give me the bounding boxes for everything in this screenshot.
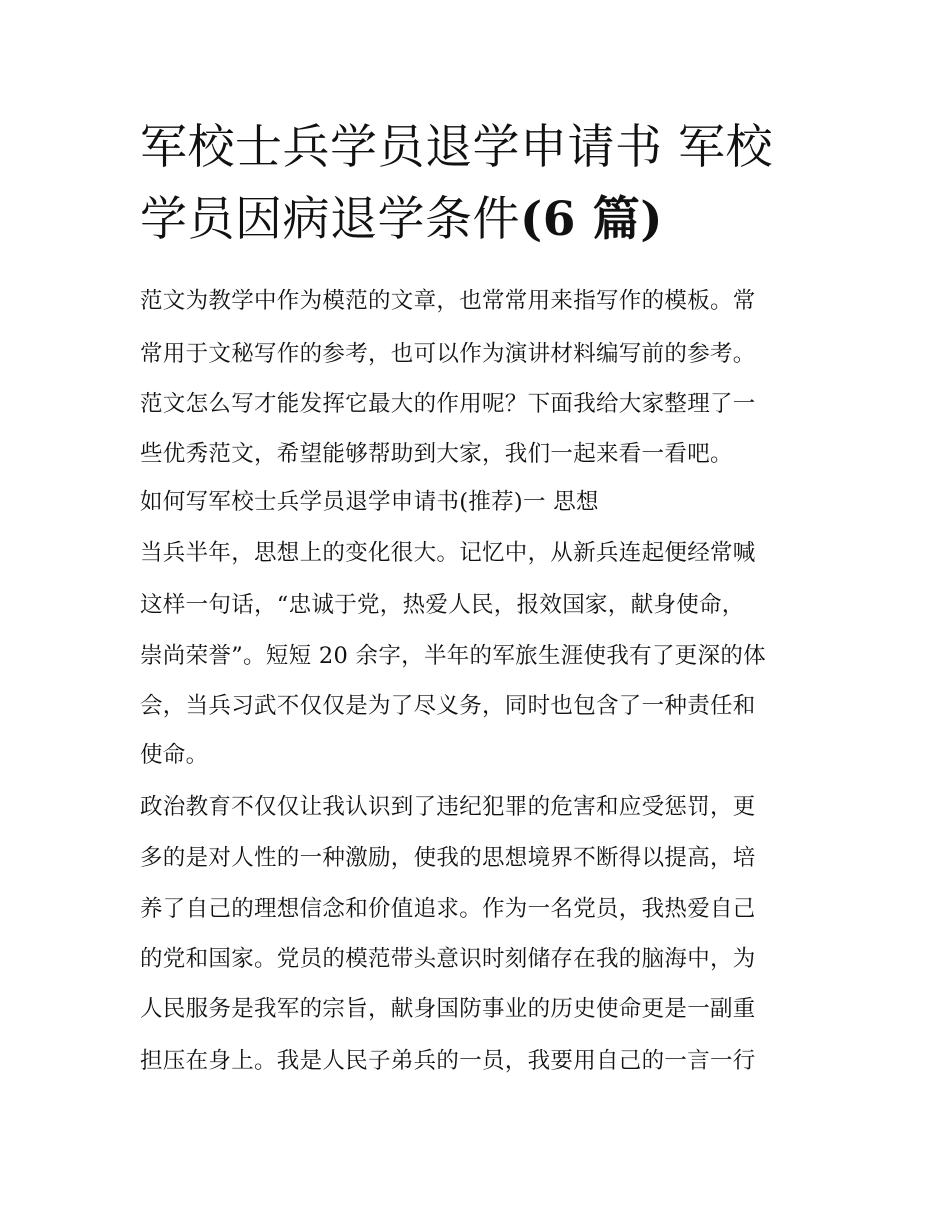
paragraph1-line-2: 这样一句话，“忠诚于党，热爱人民，报效国家，献身使命， bbox=[140, 592, 745, 618]
paragraph1-line-4: 会，当兵习武不仅仅是为了尽义务，同时也包含了一种责任和 bbox=[140, 693, 756, 719]
paragraph2-line-3: 养了自己的理想信念和价值追求。作为一名党员，我热爱自己 bbox=[140, 896, 756, 922]
document-title bbox=[140, 112, 820, 256]
paragraph2-line-2: 多的是对人性的一种激励，使我的思想境界不断得以提高，培 bbox=[140, 845, 756, 871]
title-line-2-text: 学员因病退学条件 bbox=[140, 192, 520, 247]
paragraph2-line-1: 政治教育不仅仅让我认识到了违纪犯罪的危害和应受惩罚，更 bbox=[140, 794, 756, 820]
intro-line-2: 常用于文秘写作的参考，也可以作为演讲材料编写前的参考。 bbox=[140, 341, 756, 367]
paragraph2-line-5: 人民服务是我军的宗旨，献身国防事业的历史使命更是一副重 bbox=[140, 996, 756, 1022]
title-count: (6 篇) bbox=[520, 192, 664, 247]
paragraph2-line-6: 担压在身上。我是人民子弟兵的一员，我要用自己的一言一行 bbox=[140, 1048, 756, 1074]
intro-line-3: 范文怎么写才能发挥它最大的作用呢？下面我给大家整理了一 bbox=[140, 391, 756, 417]
section-heading: 如何写军校士兵学员退学申请书(推荐)一 思想 bbox=[140, 489, 599, 515]
paragraph1-line-1: 当兵半年，思想上的变化很大。记忆中，从新兵连起便经常喊 bbox=[140, 540, 756, 566]
paragraph1-line-5: 使命。 bbox=[140, 742, 209, 768]
title-line-1: 军校士兵学员退学申请书 军校 bbox=[140, 120, 773, 175]
paragraph1-line-3: 崇尚荣誉”。短短 20 余字，半年的军旅生涯使我有了更深的体 bbox=[140, 643, 766, 669]
paragraph2-line-4: 的党和国家。党员的模范带头意识时刻储存在我的脑海中，为 bbox=[140, 946, 756, 972]
intro-line-4: 些优秀范文，希望能够帮助到大家，我们一起来看一看吧。 bbox=[140, 441, 733, 467]
intro-line-1: 范文为教学中作为模范的文章，也常常用来指写作的模板。常 bbox=[140, 288, 756, 314]
title-line-2 bbox=[140, 184, 820, 256]
